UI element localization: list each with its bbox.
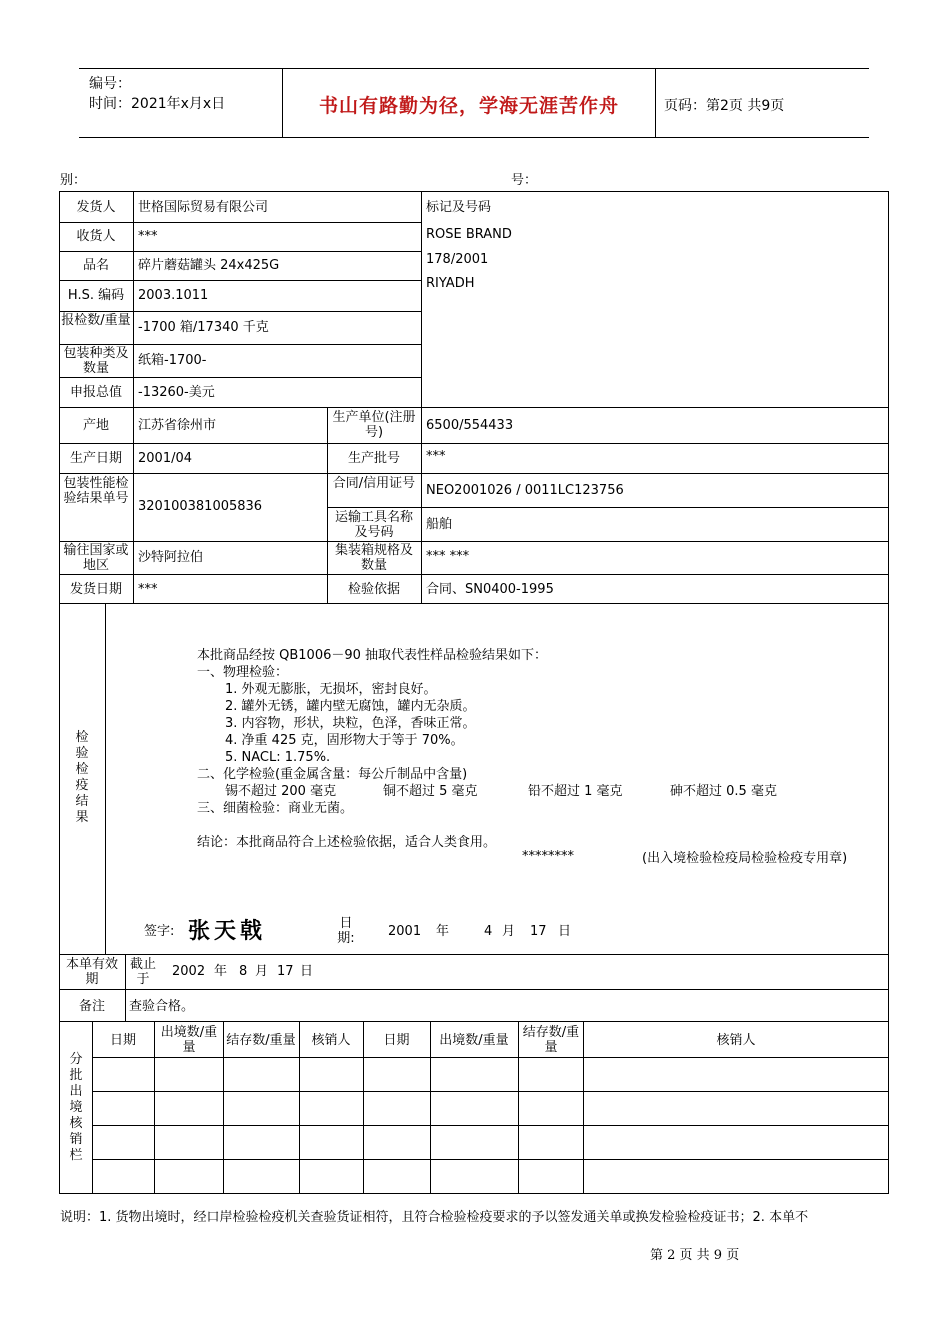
batch-header: 结存数/重量	[226, 1033, 296, 1048]
consignee-value: ***	[138, 229, 158, 244]
value-label: 申报总值	[69, 385, 122, 400]
pack-check-label: 包装性能检验结果单号	[63, 476, 129, 506]
marks-line-3: RIYADH	[426, 276, 475, 291]
batch-header: 日期	[109, 1033, 136, 1048]
page-number-label: 页码：第2页 共9页	[664, 98, 785, 114]
physical-item: 5. NACL: 1.75%.	[225, 750, 331, 765]
batch-header: 出境数/重量	[439, 1033, 509, 1048]
sign-year: 2001	[388, 924, 422, 939]
producer-value: 6500/554433	[426, 418, 514, 433]
sign-label: 签字:	[144, 924, 175, 939]
time-label: 时间：2021年x月x日	[89, 96, 226, 112]
production-date-label: 生产日期	[69, 451, 122, 466]
result-side-label: 检验检疫结果	[75, 730, 89, 825]
container-value: *** ***	[426, 549, 470, 564]
footer-note: 说明：1. 货物出境时，经口岸检验检疫机关查验货证相符，且符合检验检疫要求的予以签发通关单或换发检验检疫证书；2. 本单不	[60, 1210, 809, 1225]
validity-day: 17	[277, 964, 294, 979]
remark-label: 备注	[78, 999, 105, 1014]
basis-label: 检验依据	[347, 582, 400, 597]
pack-label: 包装种类及数量	[63, 346, 129, 376]
container-label: 集装箱规格及数量	[334, 543, 413, 573]
footer-page-number: 第 2 页 共 9 页	[650, 1248, 740, 1263]
pack-value: 纸箱-1700-	[138, 353, 207, 368]
top-right-label: 号：	[511, 173, 538, 188]
shipper-label: 发货人	[76, 200, 116, 215]
validity-day-unit: 日	[300, 964, 314, 979]
chemical-title: 二、化学检验(重金属含量：每公斤制品中含量)	[197, 767, 468, 782]
top-left-label: 别：	[60, 173, 87, 188]
batch-side-label: 分批出境核销栏	[69, 1052, 83, 1163]
destination-label: 输往国家或地区	[63, 543, 129, 573]
product-label: 品名	[82, 258, 109, 273]
batch-header: 核销人	[716, 1033, 756, 1048]
validity-year-unit: 年	[214, 964, 228, 979]
marks-line-1: ROSE BRAND	[426, 227, 512, 242]
value-value: -13260-美元	[138, 385, 215, 400]
pack-check-value: 320100381005836	[138, 499, 263, 514]
validity-until-label: 截止于	[129, 957, 156, 987]
transport-value: 船舶	[426, 517, 453, 532]
validity-year: 2002	[172, 964, 206, 979]
sign-month: 4	[484, 924, 493, 939]
validity-label: 本单有效期	[65, 957, 118, 987]
origin-label: 产地	[82, 418, 109, 433]
bio-test: 三、细菌检验：商业无菌。	[197, 801, 354, 816]
signature: 张天戟	[188, 918, 267, 944]
qty-value: -1700 箱/17340 千克	[138, 320, 269, 335]
header-center	[283, 69, 656, 137]
batch-value: ***	[426, 449, 446, 464]
batch-header: 核销人	[311, 1033, 351, 1048]
physical-item: 3. 内容物，形状，块粒，色泽，香味正常。	[225, 716, 476, 731]
sign-month-unit: 月	[502, 924, 516, 939]
motto: 书山有路勤为径，学海无涯苦作舟	[318, 95, 619, 117]
chemical-item: 铜不超过 5 毫克	[383, 784, 478, 799]
batch-label: 生产批号	[347, 451, 400, 466]
physical-item: 4. 净重 425 克，固形物大于等于 70%。	[225, 733, 464, 748]
sign-day-unit: 日	[558, 924, 572, 939]
seal-text: (出入境检验检疫局检验检疫专用章)	[642, 851, 848, 866]
stars: ********	[522, 849, 574, 864]
basis-value: 合同、SN0400-1995	[426, 582, 554, 597]
destination-value: 沙特阿拉伯	[138, 550, 204, 565]
validity-month-unit: 月	[255, 964, 269, 979]
consignee-label: 收货人	[76, 229, 116, 244]
product-value: 碎片蘑菇罐头 24x425G	[138, 258, 280, 273]
ship-date-label: 发货日期	[69, 582, 122, 597]
header-right	[656, 69, 869, 137]
physical-item: 2. 罐外无锈，罐内壁无腐蚀，罐内无杂质。	[225, 699, 476, 714]
batch-header: 出境数/重量	[160, 1025, 218, 1055]
batch-header: 日期	[383, 1033, 410, 1048]
physical-item: 1. 外观无膨胀，无损坏，密封良好。	[225, 682, 437, 697]
contract-value: NEO2001026 / 0011LC123756	[426, 483, 624, 498]
ship-date-value: ***	[138, 582, 158, 597]
sign-year-unit: 年	[436, 924, 450, 939]
sign-day: 17	[530, 924, 547, 939]
production-date-value: 2001/04	[138, 451, 193, 466]
hs-label: H.S. 编码	[67, 288, 125, 303]
batch-header: 结存数/重量	[522, 1025, 580, 1055]
remark-value: 查验合格。	[129, 999, 195, 1014]
chemical-item: 铅不超过 1 毫克	[528, 784, 623, 799]
hs-value: 2003.1011	[138, 288, 209, 303]
conclusion: 结论：本批商品符合上述检验依据，适合人类食用。	[197, 835, 497, 850]
producer-label: 生产单位(注册号)	[332, 410, 416, 440]
marks-label: 标记及号码	[426, 200, 492, 215]
physical-title: 一、物理检验：	[197, 665, 289, 680]
date-label: 日期:	[337, 916, 355, 946]
marks-line-2: 178/2001	[426, 252, 489, 267]
shipper-value: 世格国际贸易有限公司	[138, 200, 269, 215]
serial-label: 编号：	[89, 76, 131, 92]
chemical-item: 锡不超过 200 毫克	[225, 784, 337, 799]
origin-value: 江苏省徐州市	[138, 418, 217, 433]
validity-month: 8	[239, 964, 248, 979]
contract-label: 合同/信用证号	[332, 476, 416, 491]
transport-label: 运输工具名称及号码	[334, 510, 413, 540]
header-left	[79, 69, 283, 137]
page-header	[79, 68, 869, 138]
qty-label: 报检数/重量	[61, 313, 131, 328]
result-intro: 本批商品经按 QB1006－90 抽取代表性样品检验结果如下：	[197, 648, 548, 663]
chemical-item: 砷不超过 0.5 毫克	[670, 784, 777, 799]
